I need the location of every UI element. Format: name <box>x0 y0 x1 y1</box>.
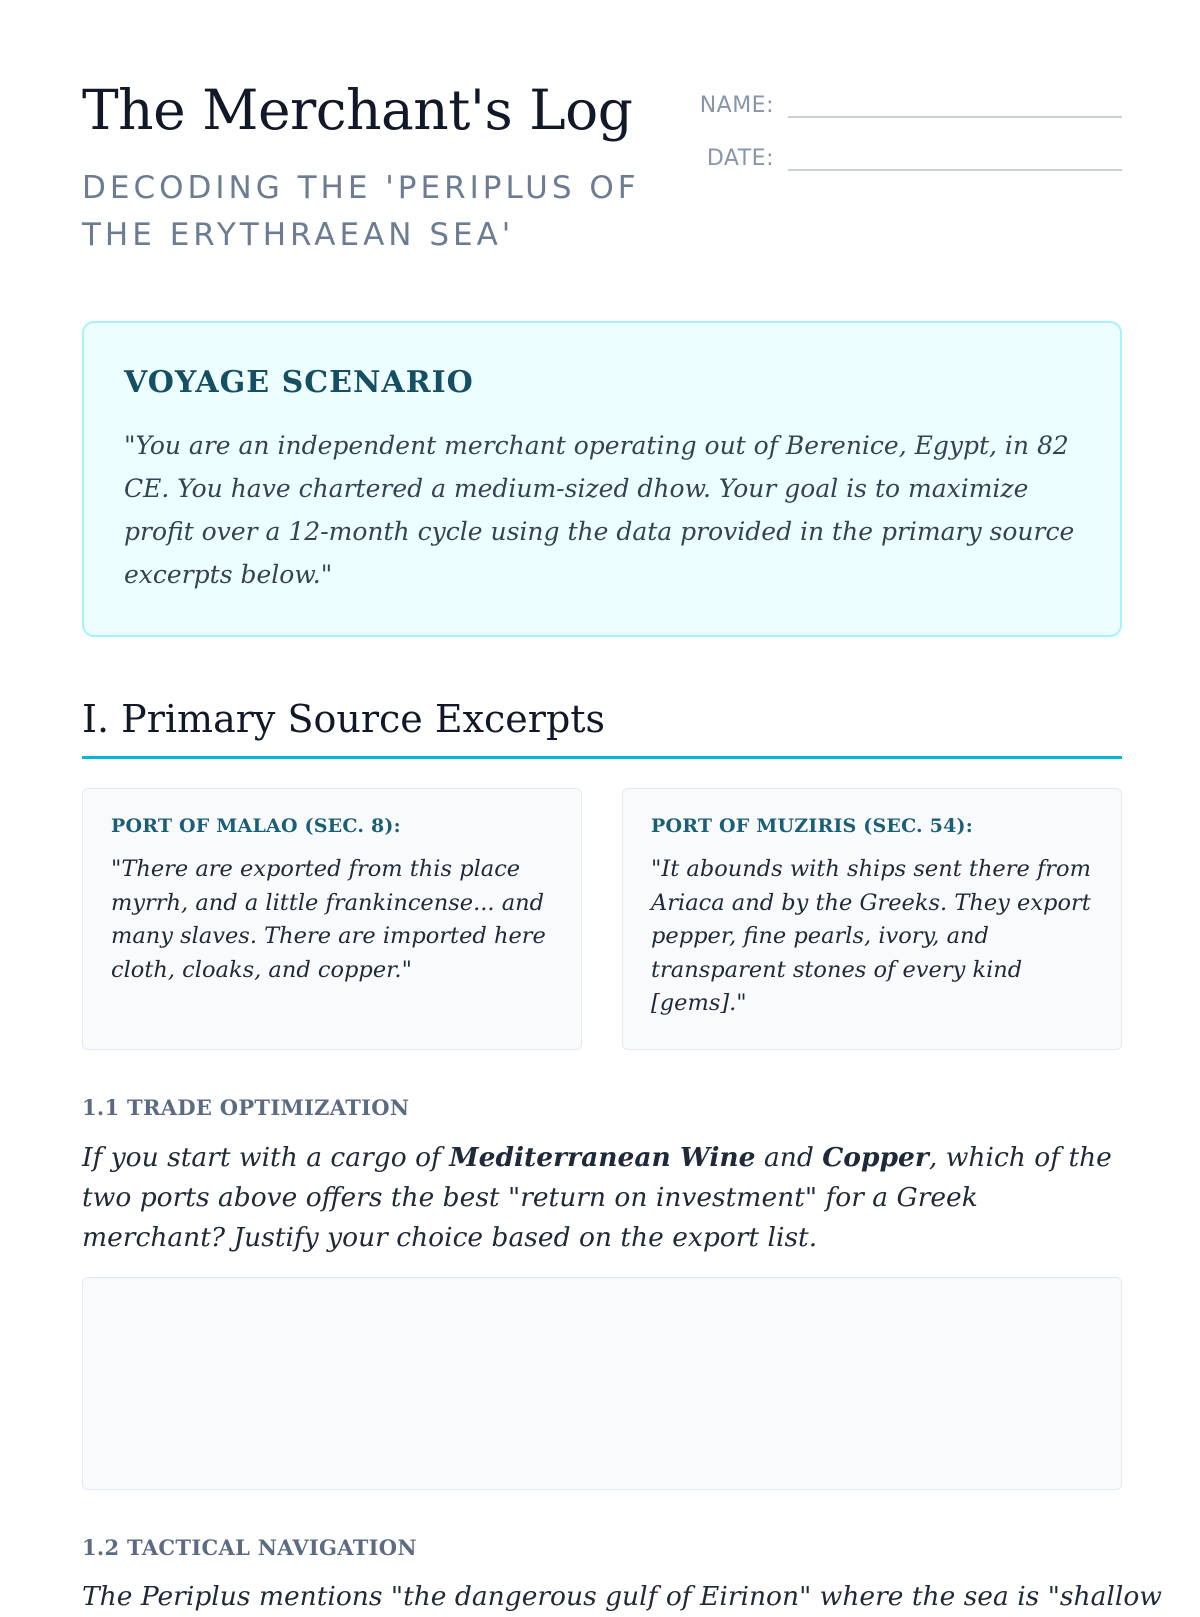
prompt-emphasis: Copper <box>822 1142 929 1173</box>
question-prompt: The Periplus mentions "the dangerous gulf of Eirinon" where the sea is "shallow <box>82 1581 1162 1612</box>
name-row <box>692 84 1122 118</box>
prompt-text: and <box>755 1142 823 1173</box>
excerpt-quote: "There are exported from this place myrrh, and a little frankincense... and many slaves. There are imported here cloth, cloaks, and copper." <box>111 856 546 983</box>
prompt-emphasis: Mediterranean Wine <box>449 1142 756 1173</box>
excerpt-card-malao <box>82 788 582 1050</box>
question-title: 1.2 TACTICAL NAVIGATION <box>82 1535 417 1560</box>
excerpts-grid <box>82 788 1122 1050</box>
answer-box[interactable] <box>82 1277 1122 1490</box>
name-label: NAME: <box>699 93 774 118</box>
prompt-text: If you start with a cargo of <box>82 1142 450 1173</box>
date-label: DATE: <box>706 146 774 171</box>
question-prompt <box>82 1138 1122 1258</box>
section-heading <box>82 697 1122 759</box>
question-title: 1.1 TRADE OPTIMIZATION <box>82 1095 410 1120</box>
date-row <box>692 137 1122 171</box>
prompt-text: , which of the two ports above offers the best "return on investment" for a Greek merchant? Justify your choice based on the export list. <box>82 1142 1112 1253</box>
scenario-title: VOYAGE SCENARIO <box>124 365 474 400</box>
excerpt-card-muziris <box>622 788 1122 1050</box>
page-subtitle: DECODING THE 'PERIPLUS OF THE ERYTHRAEAN SEA' <box>82 170 640 253</box>
section-title: I. Primary Source Excerpts <box>82 697 606 741</box>
student-info <box>692 84 1122 190</box>
worksheet-page <box>82 0 1162 1612</box>
page-title: The Merchant's Log <box>82 78 633 142</box>
worksheet-header <box>82 0 1122 300</box>
excerpt-title: PORT OF MALAO (SEC. 8): <box>111 815 401 837</box>
date-field[interactable] <box>788 135 1122 171</box>
scenario-text: "You are an independent merchant operating out of Berenice, Egypt, in 82 CE. You have chartered a medium-sized dhow. Your goal is to maximize profit over a 12-month cycle using the data provided in the primary source excerpts below." <box>124 431 1075 589</box>
excerpt-title: PORT OF MUZIRIS (SEC. 54): <box>651 815 973 837</box>
name-field[interactable] <box>788 82 1122 118</box>
voyage-scenario-box <box>82 321 1122 637</box>
excerpt-quote: "It abounds with ships sent there from Ariaca and by the Greeks. They export pepper, fine pearls, ivory, and transparent stones of every kind [gems]." <box>651 856 1091 1016</box>
